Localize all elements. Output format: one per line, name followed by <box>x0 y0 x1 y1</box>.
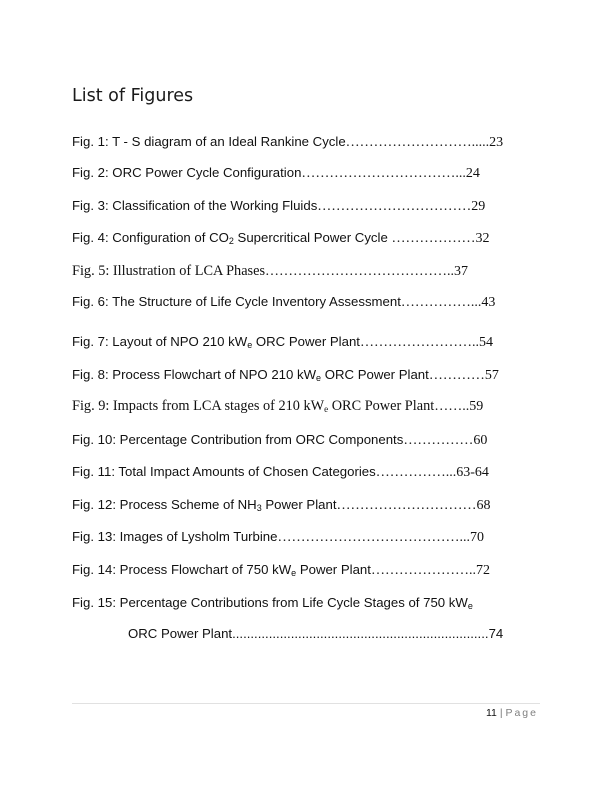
page-number: 32 <box>475 231 490 246</box>
footer-page-label: Page <box>505 707 538 719</box>
page-number: 60 <box>473 433 488 448</box>
leader-dots: ……………... <box>375 465 457 480</box>
footer-divider <box>72 703 540 704</box>
leader-dots: …….. <box>434 399 470 414</box>
page-number: 57 <box>484 368 499 383</box>
leader-dots: ……………………………... <box>301 166 466 181</box>
page-number: 54 <box>478 335 493 350</box>
figure-title: Fig. 10: Percentage Contribution from ORC Components <box>72 432 404 447</box>
leader-dots: ………………………………….. <box>265 264 455 279</box>
figure-title: Fig. 14: Process Flowchart of 750 $kW_e$ Power Plant <box>72 562 371 578</box>
figure-title: Fig. 9: Impacts from LCA stages of 210 $kW_e$ ORC Power Plant <box>72 398 435 414</box>
leader-dots: …………………….. <box>359 335 479 350</box>
page-number: 70 <box>469 530 484 545</box>
figure-title: Fig. 8: Process Flowchart of NPO 210 $kW_e$ ORC Power Plant <box>72 367 429 383</box>
page-number: 63-64 <box>456 465 489 480</box>
leader-dots: ………………………… <box>336 498 477 513</box>
page-number: 43 <box>481 295 496 310</box>
page-number: 29 <box>471 199 486 214</box>
figure-title: Fig. 7: Layout of NPO 210 $kW_e$ ORC Power Plant <box>72 334 360 350</box>
figure-title: Fig. 13: Images of Lysholm Turbine <box>72 529 278 544</box>
figure-title: Fig. 2: ORC Power Cycle Configuration <box>72 165 302 180</box>
leader-dots: …………… <box>403 433 474 448</box>
leader-dots: …………………………… <box>317 199 472 214</box>
page-title: List of Figures <box>72 86 194 106</box>
page-number: 23 <box>489 135 504 150</box>
leader-dots: ……………… <box>391 231 476 246</box>
leader-dots: ……………... <box>400 295 482 310</box>
figure-entry-15-continuation[interactable] <box>128 625 503 643</box>
figure-title: Fig. 1: T - S diagram of an Ideal Rankine Cycle <box>72 134 346 149</box>
figure-entry-7[interactable] <box>72 333 493 352</box>
page-number: 72 <box>475 563 490 578</box>
figure-entry-12[interactable] <box>72 496 491 515</box>
page-number: 68 <box>476 498 491 513</box>
page-number: 74 <box>488 626 504 641</box>
figure-entry-10[interactable] <box>72 431 487 450</box>
figure-entry-1[interactable] <box>72 133 503 152</box>
leader-dots: ………………………..... <box>345 135 490 150</box>
leader-dots: ………………….. <box>370 563 476 578</box>
figure-entry-8[interactable] <box>72 366 499 385</box>
figure-entry-4[interactable] <box>72 229 489 248</box>
figure-entry-14[interactable] <box>72 561 490 580</box>
page-number: 24 <box>465 166 480 181</box>
figure-title: Fig. 5: Illustration of LCA Phases <box>72 263 266 279</box>
page-number: 37 <box>454 264 469 279</box>
figure-title: Fig. 6: The Structure of Life Cycle Inventory Assessment <box>72 294 401 309</box>
figure-title: Fig. 12: Process Scheme of $NH_3$ Power Plant <box>72 497 337 513</box>
figure-entry-13[interactable] <box>72 528 484 547</box>
figure-entry-11[interactable] <box>72 463 489 482</box>
leader-dots: ………… <box>428 368 485 383</box>
figure-title: Fig. 3: Classification of the Working Fluids <box>72 198 318 213</box>
footer-page-number: 11 <box>485 707 497 719</box>
figure-entry-2[interactable] <box>72 164 480 183</box>
figure-title: Fig. 15: Percentage Contributions from Life Cycle Stages of 750 $kW_e$ <box>72 595 473 611</box>
figure-entry-6[interactable] <box>72 293 495 312</box>
figure-entry-5[interactable] <box>72 262 468 281</box>
figure-title-continuation: ORC Power Plant <box>128 626 233 641</box>
leader-dots: ...................................................................... <box>232 626 489 641</box>
figure-entry-15[interactable] <box>72 594 473 612</box>
leader-dots: …………………………………... <box>277 530 470 545</box>
figure-entry-3[interactable] <box>72 197 485 216</box>
figure-title: Fig. 4: Configuration of $CO_2$ Supercritical Power Cycle <box>72 230 392 246</box>
footer-separator: | <box>499 707 503 719</box>
figure-entry-9[interactable] <box>72 397 483 416</box>
page-number: 59 <box>469 399 484 414</box>
page-footer <box>486 707 538 719</box>
figure-title: Fig. 11: Total Impact Amounts of Chosen Categories <box>72 464 376 479</box>
